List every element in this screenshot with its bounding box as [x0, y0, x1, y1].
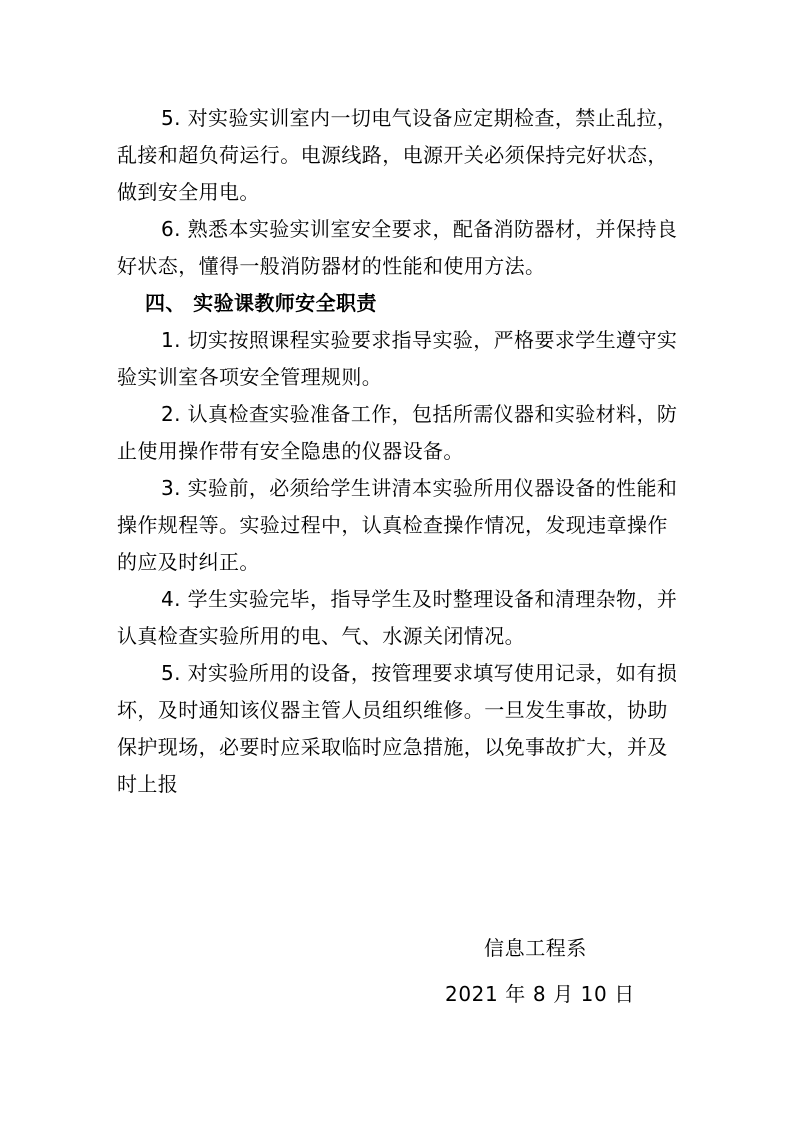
paragraph-duty-3: 3. 实验前，必须给学生讲清本实验所用仪器设备的性能和操作规程等。实验过程中，认真检查操作情况，发现违章操作的应及时纠正。 [117, 476, 678, 574]
paragraph-duty-2: 2. 认真检查实验准备工作，包括所需仪器和实验材料，防止使用操作带有安全隐患的仪器设备。 [117, 402, 678, 463]
paragraph-duty-5: 5. 对实验所用的设备，按管理要求填写使用记录，如有损坏，及时通知该仪器主管人员组织维修。一旦发生事故，协助保护现场，必要时应采取临时应急措施，以免事故扩大，并及时上报 [117, 661, 678, 796]
paragraph-fire-safety: 6. 熟悉本实验实训室安全要求，配备消防器材，并保持良好状态，懂得一般消防器材的性能和使用方法。 [117, 217, 678, 278]
document-body [117, 100, 683, 803]
paragraph-duty-1: 1. 切实按照课程实验要求指导实验，严格要求学生遵守实验实训室各项安全管理规则。 [117, 328, 678, 389]
section-heading-teacher-duties: 四、 实验课教师安全职责 [145, 291, 377, 315]
paragraph-duty-4: 4. 学生实验完毕，指导学生及时整理设备和清理杂物，并认真检查实验所用的电、气、水源关闭情况。 [117, 587, 678, 648]
signature-department: 信息工程系 [484, 936, 587, 960]
signature-date: 2021 年 8 月 10 日 [445, 982, 635, 1006]
paragraph-electrical-safety: 5. 对实验实训室内一切电气设备应定期检查，禁止乱拉，乱接和超负荷运行。电源线路，电源开关必须保持完好状态，做到安全用电。 [117, 106, 678, 204]
